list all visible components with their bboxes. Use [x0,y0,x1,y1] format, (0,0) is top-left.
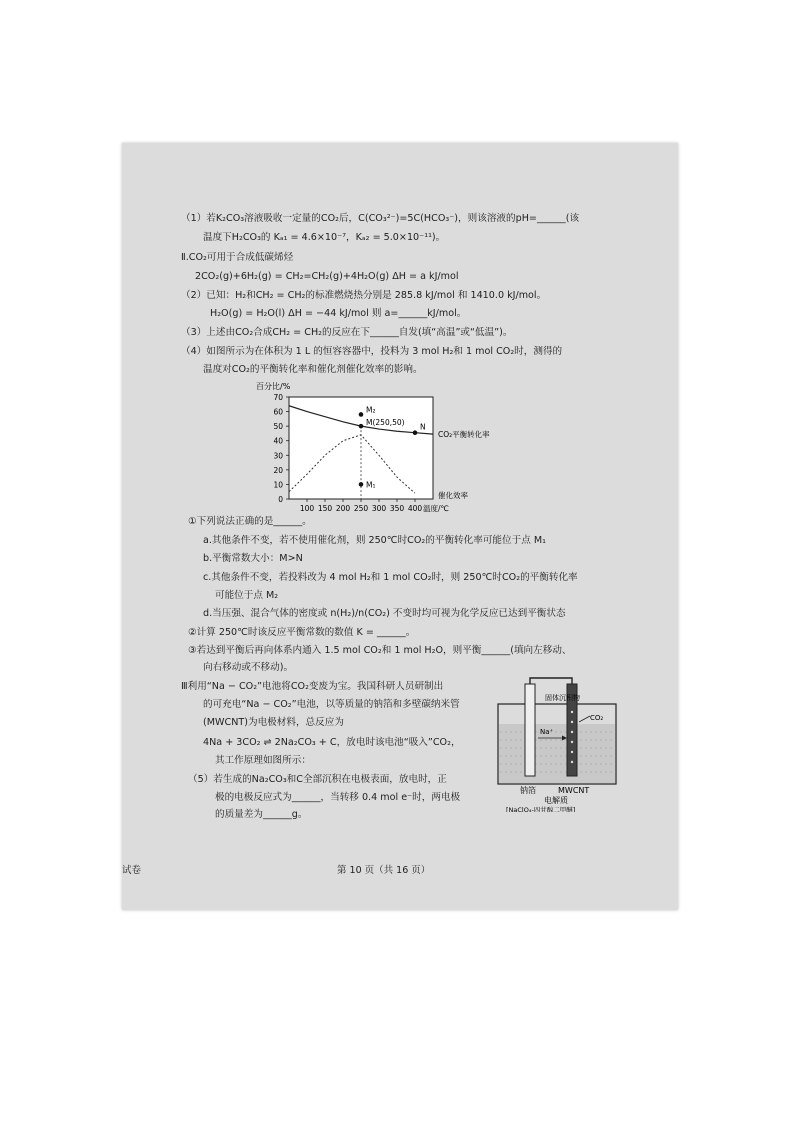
reaction-equation: 2CO₂(g)+6H₂(g) = CH₂=CH₂(g)+4H₂O(g) ΔH = a kJ/mol [195,271,459,282]
electrolyte-label: 电解质 [544,796,568,805]
co2-label: CO₂ [590,714,604,722]
text-line-24: （5）若生成的Na₂CO₃和C全部沉积在电极表面，放电时，正 [188,774,447,785]
y-axis-label: 百分比/% [256,382,291,391]
point-marker [359,482,364,487]
x-tick-label: 100 [299,504,315,513]
x-tick-label: 200 [335,504,351,513]
text-line-21: (MWCNT)为电极材料，总反应为 [203,717,344,728]
text-line-8: （4）如图所示为在体积为 1 L 的恒容容器中，投料为 3 mol H₂和 1 mol CO₂时，测得的 [181,346,563,357]
option-c-cont: 可能位于点 M₂ [215,590,279,601]
point-label: N [420,422,426,432]
option-b: b.平衡常数大小：M>N [203,553,303,564]
text-line-5: （2）已知：H₂和CH₂ = CH₂的标准燃烧热分别是 285.8 kJ/mol 和 1410.0 kJ/mol。 [181,290,547,301]
mwcnt-label: MWCNT [558,786,590,795]
x-tick-label: 250 [353,504,369,513]
electrolyte-fill [499,724,615,783]
x-axis-label: 温度/℃ [423,504,449,513]
point-marker [413,430,418,435]
y-tick-label: 40 [273,436,283,446]
y-tick-label: 20 [273,465,283,475]
text-line-6: H₂O(g) = H₂O(l) ΔH = −44 kJ/mol 则 a=______kJ/mol。 [210,308,467,319]
text-line-2: 温度下H₂CO₃的 Kₐ₁ = 4.6×10⁻⁷，Kₐ₂ = 5.0×10⁻¹¹)。 [203,232,446,243]
solid-deposit-label: 固体沉积物 [545,694,580,702]
text-line-10: ①下列说法正确的是______。 [188,516,312,527]
co2-arrow [579,716,590,722]
x-tick-label: 150 [317,504,333,513]
y-tick-label: 50 [273,422,283,432]
conversion-chart [250,376,510,516]
y-tick-label: 10 [273,480,283,490]
footer-left: 试卷 [122,865,142,876]
point-label: M(250,50) [366,418,405,428]
y-tick-label: 70 [273,393,283,402]
x-tick-label: 300 [371,504,387,513]
option-d: d.当压强、混合气体的密度或 n(H₂)/n(CO₂) 不变时均可视为化学反应已达到平衡状态 [203,608,566,619]
sodium-foil-electrode [525,684,535,776]
na-ion-label: Na⁺ [540,728,554,736]
option-a: a.其他条件不变，若不使用催化剂，则 250℃时CO₂的平衡转化率可能位于点 M₁ [203,535,546,546]
page-number: 第 10 页（共 16 页） [337,865,431,876]
total-reaction: 4Na + 3CO₂ ⇌ 2Na₂CO₃ + C，放电时该电池“吸入”CO₂， [203,737,461,748]
x-tick-label: 350 [389,504,405,513]
section-3-heading: Ⅲ利用“Na − CO₂”电池将CO₂变废为宝。我国科研人员研制出 [181,681,444,692]
point-marker [359,424,364,429]
text-line-23: 其工作原理如图所示： [215,755,311,766]
electrolyte-note: [NaClO₄-四甘醇二甲醚] [506,806,576,812]
x-tick-label: 400 [407,504,423,513]
point-label: M₂ [366,405,376,415]
text-line-17: ③若达到平衡后再向体系内通入 1.5 mol CO₂和 1 mol H₂O，则平衡______(填向左移动、 [188,645,572,656]
text-line-9: 温度对CO₂的平衡转化率和催化剂催化效率的影响。 [203,364,423,375]
text-line-7: （3）上述由CO₂合成CH₂ = CH₂的反应在下______自发(填“高温”或“低温”)。 [181,327,513,338]
series-label-co2-conversion: CO₂平衡转化率 [438,430,490,440]
point-label: M₁ [366,480,376,490]
section-2-heading: Ⅱ.CO₂可用于合成低碳烯烃 [181,252,294,263]
y-tick-label: 0 [278,495,283,504]
point-marker [359,412,364,417]
text-line-1: （1）若K₂CO₃溶液吸收一定量的CO₂后，C(CO₃²⁻)=5C(HCO₃⁻)，则该溶液的pH=______(该 [181,213,580,224]
text-line-26: 的质量差为______g。 [215,809,308,820]
text-line-16: ②计算 250℃时该反应平衡常数的数值 K = ______。 [188,627,416,638]
y-tick-label: 60 [273,407,283,417]
sodium-foil-label: 钠箔 [520,786,536,795]
na-co2-cell-diagram [490,672,640,812]
text-line-20: 的可充电“Na − CO₂”电池，以等质量的钠箔和多壁碳纳米管 [203,699,460,710]
series-label-catalyst-efficiency: 催化效率 [438,491,468,501]
option-c: c.其他条件不变，若投料改为 4 mol H₂和 1 mol CO₂时，则 250℃时CO₂的平衡转化率 [203,572,578,583]
text-line-18: 向右移动或不移动)。 [203,662,294,673]
text-line-25: 极的电极反应式为______，当转移 0.4 mol e⁻时，两电极 [215,792,461,803]
y-tick-label: 30 [273,451,283,461]
